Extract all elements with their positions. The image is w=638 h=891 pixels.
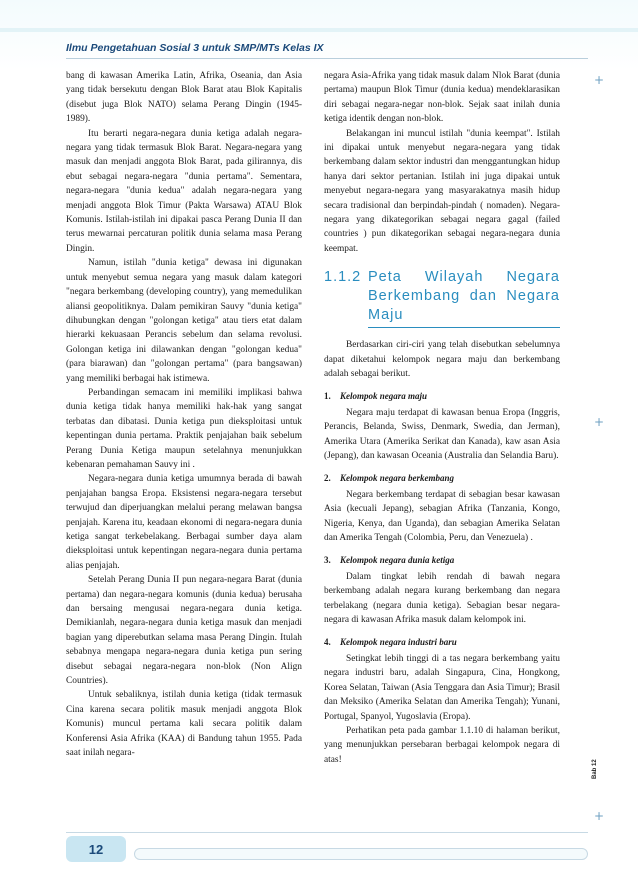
- paragraph: bang di kawasan Amerika Latin, Afrika, Oseania, dan Asia yang tidak bersekutu dengan Blok Barat atau Blok Kapitalis (disebut juga Blok NATO) selama Perang Dingin (1945-1989).: [66, 71, 302, 125]
- running-header: Ilmu Pengetahuan Sosial 3 untuk SMP/MTs Kelas IX: [66, 42, 324, 54]
- plus-mark-icon: +: [594, 415, 605, 429]
- list-heading: [324, 635, 560, 649]
- paragraph: Perbandingan semacam ini memiliki implikasi bahwa dunia ketiga tidak hanya memiliki hak-hak yang sangat terbatas dan dibatasi. Dunia ketiga pun dieksploitasi untuk kepentingan dunia pertama. Praktik penjajahan baik sebelum Perang Dunia Ketiga maupun setelahnya menunjukkan kebenaran pemahaman Sauvy ini .: [66, 387, 302, 470]
- list-item-text: Negara maju terdapat di kawasan benua Eropa (Inggris, Perancis, Belanda, Swiss, Denmark, Swedia, dan Jerman), Amerika Utara (Amerika Serikat dan Kanada), kaw asan Asia (Jepang), dan kawasan Oceania (Australia dan Selandia Baru).: [324, 407, 560, 462]
- paragraph: Namun, istilah "dunia ketiga" dewasa ini digunakan untuk menyebut semua negara yang masuk dalam kategori "negara berkembang (developing country), yang memedulikan aliansi geopolitiknya. Dalam pemikiran Sauvy "dunia ketiga" dihubungkan dengan "golongan ketiga" atau tiers etat dalam hierarki kekuasaan Perancis sebelum dan selama revolusi. Golongan ketiga ini dilawankan dengan "golongan kedua" (para biarawan) dan "golongan pertama" (para bangsawan) yang memiliki berbagai hak istimewa.: [66, 258, 302, 384]
- list-heading: [324, 471, 560, 485]
- list-heading: [324, 553, 560, 567]
- paragraph: negara Asia-Afrika yang tidak masuk dalam Nlok Barat (dunia pertama) maupun Blok Timur (dunia kedua) mendeklarasikan diri sebagai negara-negar non-blok. Sejak saat inilah dunia ketiga identik dengan non-blok.: [324, 71, 560, 125]
- paragraph: Untuk sebaliknya, istilah dunia ketiga (tidak termasuk Cina karena secara politik masuk menjadi anggota Blok Komunis) muncul pertama kali secara politik dalam Konferensi Asia Afrika (KAA) di Bandung tahun 1955. Pada saat inilah negara-: [66, 690, 302, 759]
- footer-decor-bar: [134, 848, 588, 860]
- paragraph: Berdasarkan ciri-ciri yang telah disebutkan sebelumnya dapat diketahui kelompok negara maju dan berkembang adalah sebagai berikut.: [324, 340, 560, 380]
- header-decor-line: [0, 28, 638, 32]
- paragraph: Setelah Perang Dunia II pun negara-negara Barat (dunia pertama) dan negara-negara komunis (dunia kedua) berusaha dan bersaing mengusai negara-negara dunia ketiga. Demikianlah, negara-negara dunia ketiga masuk dan menjadi bagian yang diperebutkan selama masa Perang Dingin. Itulah sebabnya mengapa negara-negara dunia ketiga pun sering disebut sebagai negara-negara non-blok (Non Align Countries).: [66, 575, 302, 687]
- list-label: Kelompok negara maju: [340, 390, 428, 401]
- list-label: Kelompok negara industri baru: [340, 636, 457, 647]
- page-number-badge: [66, 836, 126, 862]
- header-band: [0, 0, 638, 70]
- paragraph: Perhatikan peta pada gambar 1.1.10 di halaman berikut, yang menunjukkan persebaran berbagai kelompok negara di atas!: [324, 726, 560, 765]
- paragraph: Itu berarti negara-negara dunia ketiga adalah negara-negara yang tidak termasuk Blok Barat. Negara-negara yang masuk dan menjadi anggota Blok Barat, pada gilirannya, dis ebut sebagai negara-negara "dunia pertama". Sementara, negara-negara "dunia kedua" adalah negara-negara yang menjadi anggota Blok Timur (Pakta Warsawa) ATAU Blok Komunis. Istilah-istilah ini dipakai pasca Perang Dunia II dan terus mewarnai percaturan politik dunia selama masa Perang Dingin.: [66, 128, 302, 254]
- list-label: Kelompok negara berkembang: [340, 472, 454, 483]
- section-heading: [324, 268, 560, 328]
- paragraph: Belakangan ini muncul istilah "dunia keempat". Istilah ini dipakai untuk menyebut negara-negara yang tidak berkembang dalam sektor industri dan menggantungkan hidup hanya dari sektor pertanian. Istilah ini juga dipakai untuk menyebut negara-negara yang masyarakatnya masih hidup secara tradisional dan berpindah-pindah ( nomaden). Negara-negara yang dikategorikan sebagai negara gagal (failed countries ) pun dikategorikan sebagai negara-negara dunia keempat.: [324, 128, 560, 254]
- page-number: 12: [88, 841, 104, 857]
- list-item-text: Dalam tingkat lebih rendah di bawah negara berkembang adalah negara kurang berkembang dan negara terbelakang (negara dunia ketiga). Sebagian besar negara-negara di kawasan Afrika masuk dalam kelompok ini.: [324, 571, 560, 626]
- footer-divider: [66, 832, 588, 833]
- header-divider: [66, 58, 588, 59]
- list-item-text: Negara berkembang terdapat di sebagian besar kawasan Asia (kecuali Jepang), sebagian Afrika (Tanzania, Kongo, Nigeria, Kenya, dan Uganda), dan sebagian Amerika Selatan dan Amerika Tengah (Colombia, Peru, dan Venezuela) .: [324, 489, 560, 544]
- plus-mark-icon: +: [594, 73, 605, 87]
- section-title: Peta Wilayah Negara Berkembang dan Negara Maju: [368, 268, 560, 328]
- list-label: Kelompok negara dunia ketiga: [340, 554, 455, 565]
- left-column: [66, 69, 302, 761]
- section-number: 1.1.2: [324, 269, 362, 286]
- side-page-label: Bab 12: [592, 759, 598, 779]
- list-number: 3.: [324, 554, 331, 565]
- list-number: 1.: [324, 390, 331, 401]
- right-column: [324, 69, 560, 767]
- list-heading: [324, 389, 560, 403]
- list-item-text: Setingkat lebih tinggi di a tas negara berkembang yaitu negara industri baru, adalah Singapura, Cina, Hongkong, Korea Selatan, Taiwan (Asia Tenggara dan Asia Timur); Brasil dan Meksiko (Amerika Selatan dan Amerika Tengah); Yunani, Portugal, Spanyol, Yugoslavia (Eropa).: [324, 654, 560, 722]
- list-number: 4.: [324, 636, 331, 647]
- paragraph: Negara-negara dunia ketiga umumnya berada di bawah penjajahan bangsa Eropa. Eksistensi negara-negara tersebut terwujud dan diperjuangkan melalui perang melawan bangsa penjajah. Karena itu, keadaan ekonomi di negara-negara dunia ketiga sangat terkebelakang. Berbagai sumber daya alam dieksploitasi untuk kepentingan negara-negara dunia pertama alias penjajah.: [66, 474, 302, 571]
- list-number: 2.: [324, 472, 331, 483]
- plus-mark-icon: +: [594, 809, 605, 823]
